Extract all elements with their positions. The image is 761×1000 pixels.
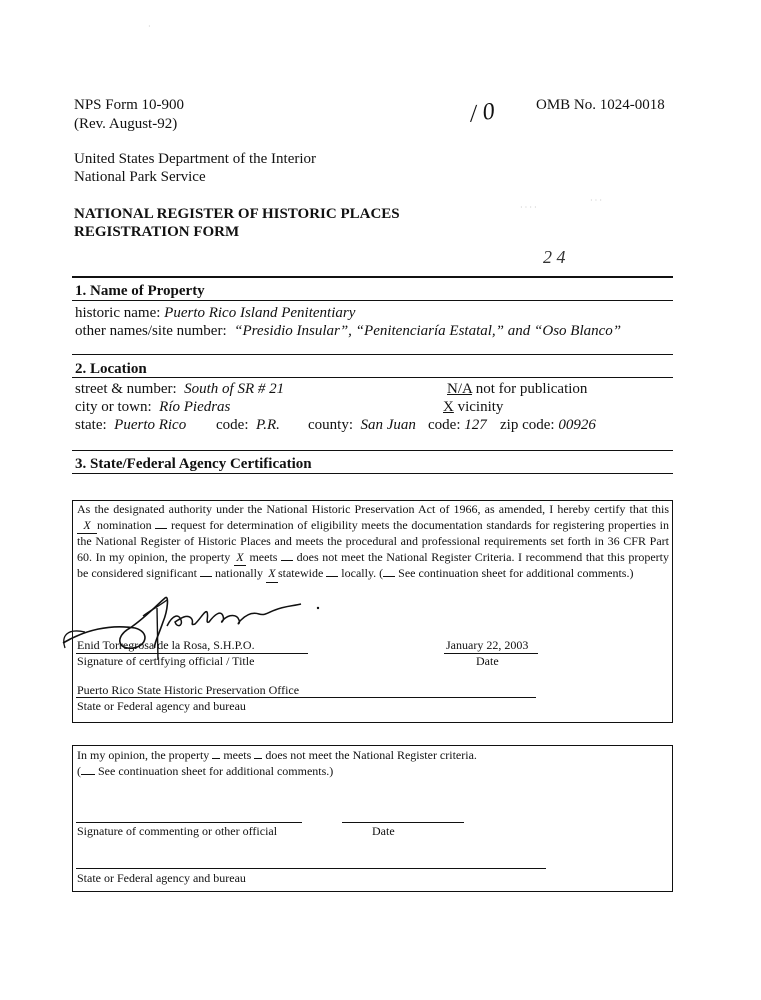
continuation-check	[383, 576, 395, 577]
commenting-does-not-meet-check	[254, 758, 262, 759]
form-title-line2: REGISTRATION FORM	[74, 224, 240, 240]
certification-date: January 22, 2003	[446, 638, 529, 652]
street-label: street & number:	[75, 381, 177, 397]
stamp-number: 2 4	[543, 247, 566, 267]
signer-label: Signature of certifying official / Title	[77, 654, 255, 668]
meets-check: X	[234, 550, 246, 567]
nomination-check: X	[77, 518, 97, 535]
commenting-continuation	[77, 764, 333, 779]
section-divider	[72, 354, 673, 355]
certification-text	[77, 502, 669, 583]
form-number: NPS Form 10-900	[74, 97, 185, 113]
commenting-meets-check	[212, 758, 220, 759]
county-code-label: code:	[428, 417, 461, 433]
request-check	[155, 528, 167, 529]
commenting-date-label: Date	[372, 824, 395, 838]
section-3-heading: 3. State/Federal Agency Certification	[75, 456, 312, 472]
cert-nomination: nomination	[97, 517, 152, 532]
form-revision: (Rev. August-92)	[74, 116, 178, 132]
cert-request: request for determination of eligibility meets the documentation standards for registering properties in the National Register of Historic Places and meets the procedural and professional requirements set forth in 36 CFR Part 60. In my opinion, the property	[77, 517, 670, 564]
vicinity-label: vicinity	[457, 399, 504, 415]
other-names-value: “Presidio Insular”, “Penitenciaría Estatal,” and “Oso Blanco”	[234, 323, 622, 339]
does-not-meet-check	[281, 560, 293, 561]
historic-name-label: historic name:	[75, 305, 161, 321]
certification-date-label: Date	[476, 654, 499, 668]
commenting-opinion-c: does not meet the National Register criteria.	[265, 748, 477, 762]
section-underline	[72, 377, 673, 378]
section-divider	[72, 276, 673, 278]
agency-label: State or Federal agency and bureau	[77, 699, 246, 713]
service: National Park Service	[74, 169, 206, 185]
commenting-signature-label: Signature of commenting or other official	[77, 824, 278, 838]
publication-row	[447, 380, 587, 398]
street-value: South of SR # 21	[184, 381, 285, 397]
zip-label: zip code:	[500, 417, 555, 433]
county-code-row	[428, 416, 487, 434]
section-1-heading: 1. Name of Property	[75, 283, 205, 299]
statewide-check: X	[266, 566, 278, 583]
commenting-continuation-b: See continuation sheet for additional comments.)	[98, 764, 334, 778]
scan-speck: ·	[148, 22, 151, 31]
omb-number: OMB No. 1024-0018	[536, 97, 665, 113]
city-label: city or town:	[75, 399, 152, 415]
cert-continuation: See continuation sheet for additional comments.)	[398, 566, 634, 580]
city-value: Río Piedras	[159, 399, 231, 415]
state-code-label: code:	[216, 417, 249, 433]
commenting-opinion	[77, 748, 477, 763]
street-row	[75, 380, 284, 398]
cert-nationally: nationally	[214, 566, 263, 580]
county-label: county:	[308, 417, 353, 433]
agency-name: Puerto Rico State Historic Preservation Office	[77, 683, 300, 697]
nationally-check	[200, 576, 212, 577]
commenting-continuation-check	[81, 774, 95, 775]
commenting-continuation-a: (	[77, 764, 81, 778]
signer-name: Enid Torregrosa de la Rosa, S.H.P.O.	[77, 638, 255, 652]
vicinity-row	[443, 398, 503, 416]
publication-value: N/A	[447, 381, 473, 397]
zip-value: 00926	[558, 417, 596, 433]
commenting-agency-line	[76, 868, 546, 869]
publication-label: not for publication	[475, 381, 588, 397]
section-divider	[72, 450, 673, 451]
vicinity-value: X	[443, 399, 454, 415]
cert-statewide: statewide	[277, 566, 324, 580]
commenting-opinion-a: In my opinion, the property	[77, 748, 210, 762]
county-row	[308, 416, 416, 434]
other-names-row	[75, 322, 621, 340]
section-underline	[72, 300, 673, 301]
state-label: state:	[75, 417, 107, 433]
form-title-line1: NATIONAL REGISTER OF HISTORIC PLACES	[74, 206, 400, 222]
department: United States Department of the Interior	[74, 151, 317, 167]
zip-row	[500, 416, 596, 434]
commenting-agency-label: State or Federal agency and bureau	[77, 871, 246, 885]
county-code-value: 127	[464, 417, 487, 433]
cert-intro: As the designated authority under the National Historic Preservation Act of 1966, as amended, I hereby certify that this	[77, 502, 669, 516]
commenting-opinion-b: meets	[223, 748, 252, 762]
cert-does-not-meet: does not meet the National Register Criteria. I recommend that this property be considered significant	[77, 549, 670, 580]
scan-speck: · · ·	[590, 196, 602, 205]
state-value: Puerto Rico	[114, 417, 187, 433]
county-value: San Juan	[360, 417, 416, 433]
agency-line	[76, 697, 536, 698]
cert-locally: locally. (	[341, 566, 384, 580]
handwritten-mark: / 0	[468, 98, 497, 128]
state-row	[75, 416, 186, 434]
state-code-row	[216, 416, 280, 434]
other-names-label: other names/site number:	[75, 323, 227, 339]
commenting-signature-line	[76, 822, 302, 823]
scan-speck: · · · ·	[520, 203, 537, 212]
cert-meets: meets	[249, 549, 278, 564]
state-code-value: P.R.	[255, 417, 280, 433]
section-2-heading: 2. Location	[75, 361, 147, 377]
historic-name-row	[75, 304, 355, 322]
city-row	[75, 398, 230, 416]
locally-check	[326, 576, 338, 577]
section-underline	[72, 473, 673, 474]
commenting-date-line	[342, 822, 464, 823]
historic-name-value: Puerto Rico Island Penitentiary	[164, 305, 356, 321]
